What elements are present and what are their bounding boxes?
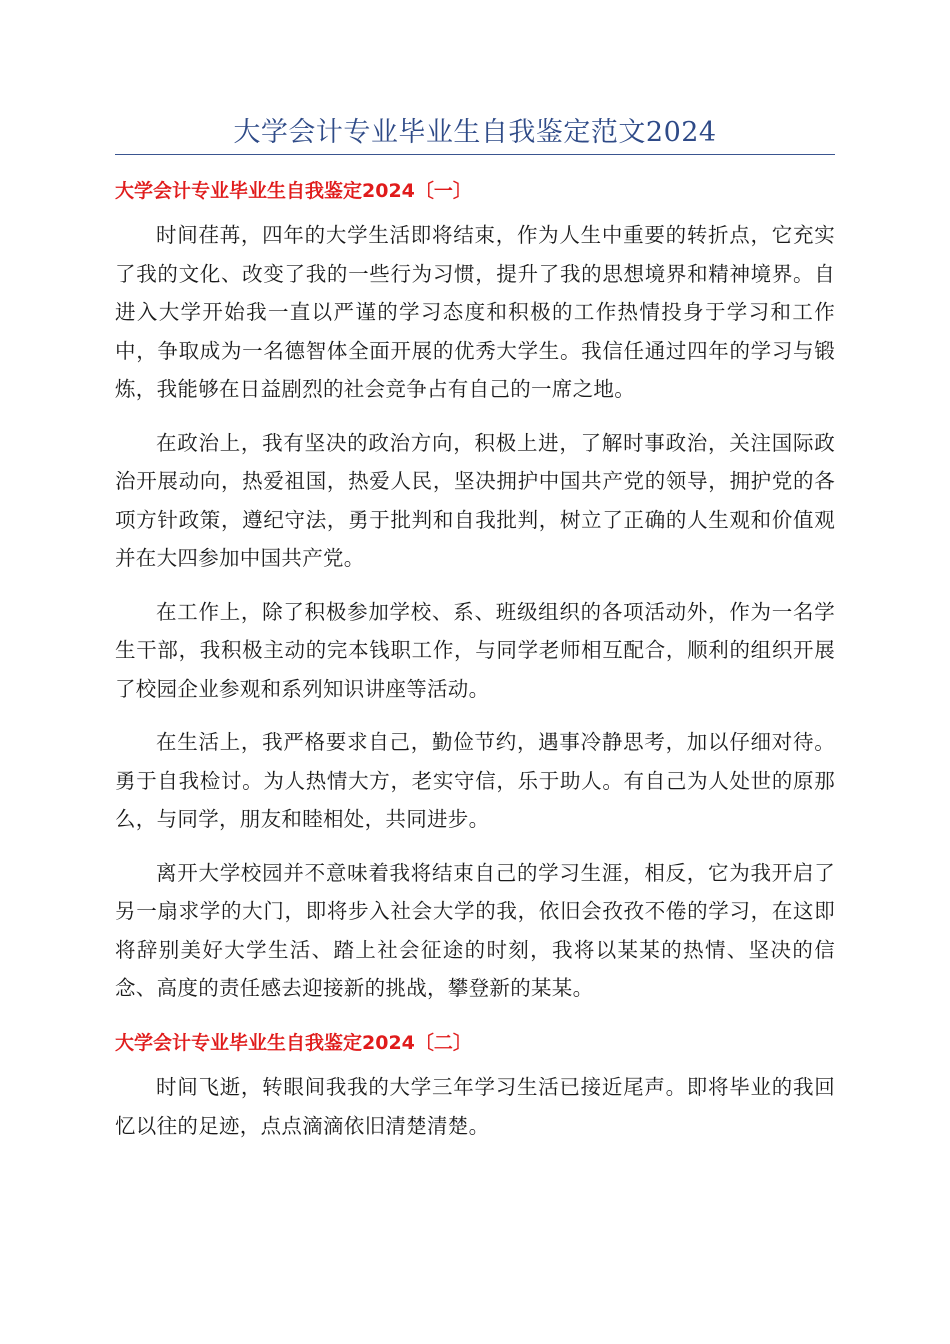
title-underline — [115, 154, 835, 155]
section-heading: 大学会计专业毕业生自我鉴定2024〔一〕 — [115, 180, 472, 202]
section-one — [115, 176, 835, 1008]
section-heading: 大学会计专业毕业生自我鉴定2024〔二〕 — [115, 1032, 472, 1054]
paragraph: 在工作上，除了积极参加学校、系、班级组织的各项活动外，作为一名学生干部，我积极主动的完本钱职工作，与同学老师相互配合，顺利的组织开展了校园企业参观和系列知识讲座等活动。 — [115, 599, 835, 701]
paragraph: 时间荏苒，四年的大学生活即将结束，作为人生中重要的转折点，它充实了我的文化、改变了我的一些行为习惯，提升了我的思想境界和精神境界。自进入大学开始我一直以严谨的学习态度和积极的工作热情投身于学习和工作中，争取成为一名德智体全面开展的优秀大学生。我信任通过四年的学习与锻炼，我能够在日益剧烈的社会竞争占有自己的一席之地。 — [115, 223, 835, 401]
paragraph: 在政治上，我有坚决的政治方向，积极上进，了解时事政治，关注国际政治开展动向，热爱祖国，热爱人民，坚决拥护中国共产党的领导，拥护党的各项方针政策，遵纪守法，勇于批判和自我批判，树立了正确的人生观和价值观并在大四参加中国共产党。 — [115, 430, 835, 570]
paragraph: 在生活上，我严格要求自己，勤俭节约，遇事冷静思考，加以仔细对待。勇于自我检讨。为人热情大方，老实守信，乐于助人。有自己为人处世的原那么，与同学，朋友和睦相处，共同进步。 — [115, 730, 835, 831]
paragraph: 离开大学校园并不意味着我将结束自己的学习生涯，相反，它为我开启了另一扇求学的大门，即将步入社会大学的我，依旧会孜孜不倦的学习，在这即将辞别美好大学生活、踏上社会征途的时刻，我将以某某的热情、坚决的信念、高度的责任感去迎接新的挑战，攀登新的某某。 — [115, 860, 835, 1000]
section-two — [115, 1028, 835, 1145]
document-title: 大学会计专业毕业生自我鉴定范文2024 — [233, 117, 717, 148]
paragraph: 时间飞逝，转眼间我我的大学三年学习生活已接近尾声。即将毕业的我回忆以往的足迹，点点滴滴依旧清楚清楚。 — [115, 1075, 835, 1138]
